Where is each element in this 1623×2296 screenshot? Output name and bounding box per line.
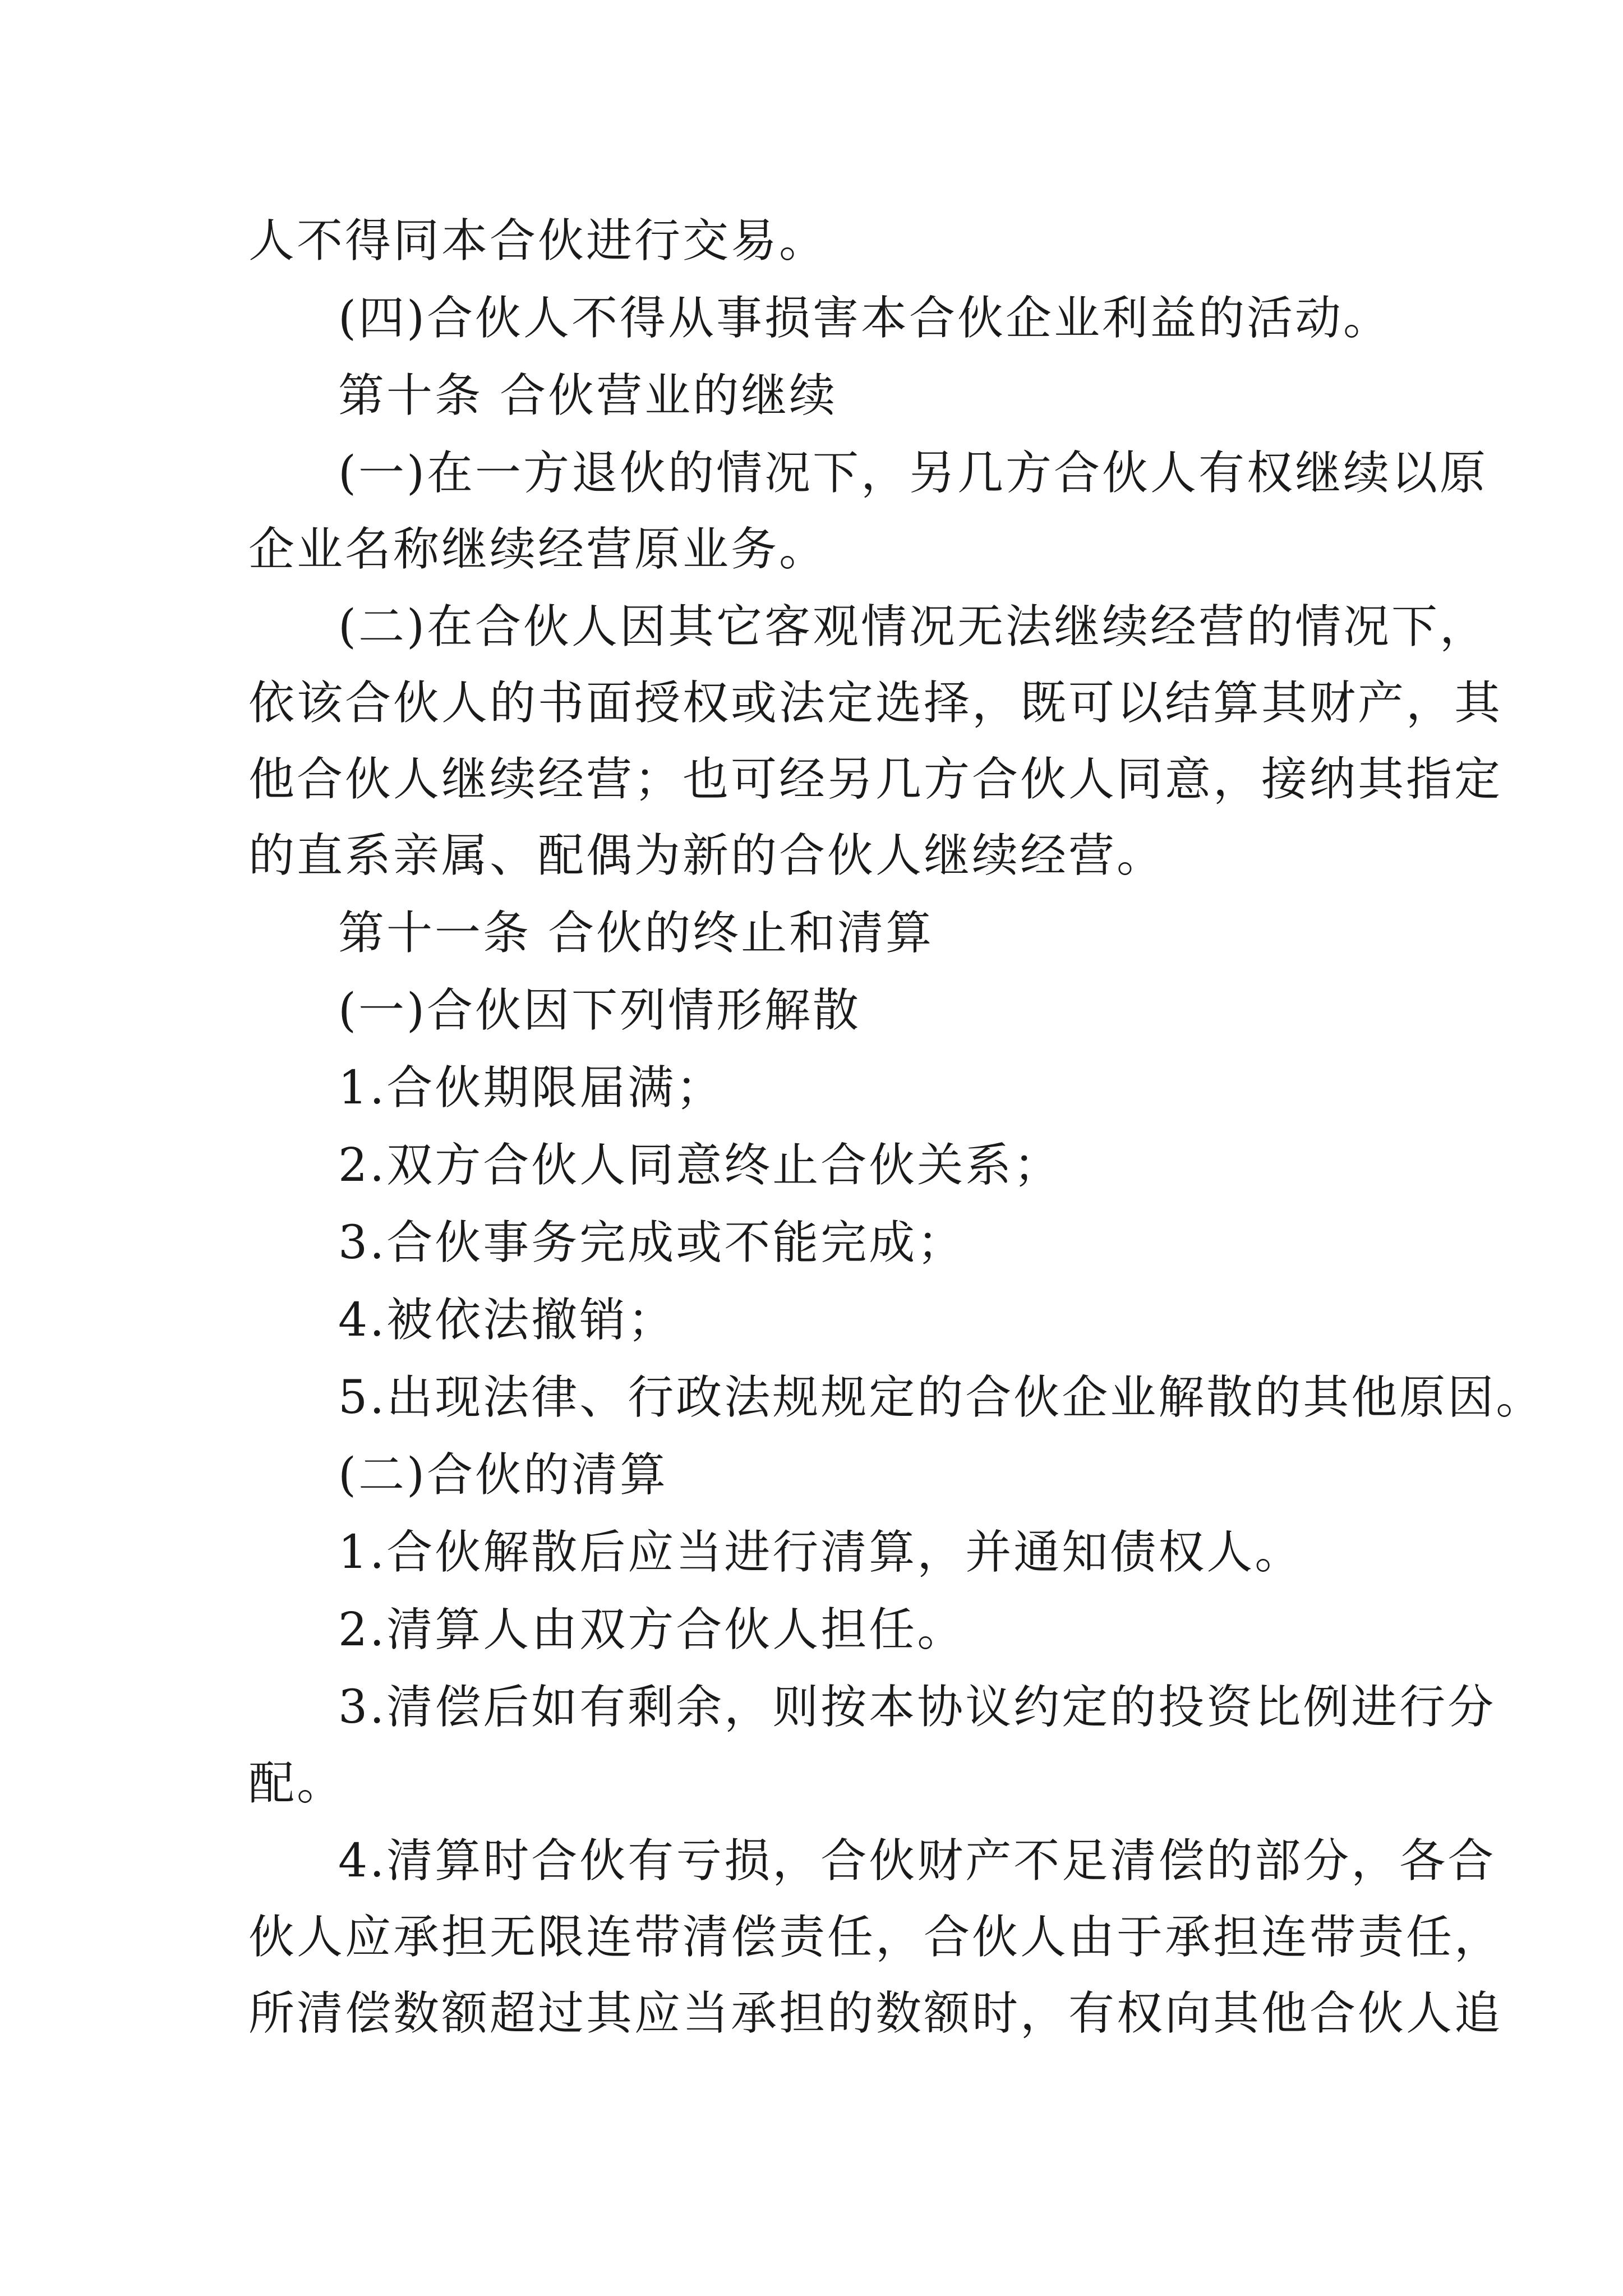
text-line: (四)合伙人不得从事损害本合伙企业利益的活动。	[338, 292, 1391, 345]
text-line: 人不得同本合伙进行交易。	[248, 214, 828, 268]
text-line: 他合伙人继续经营；也可经另几方合伙人同意，接纳其指定	[248, 753, 1503, 806]
text-line: (一)在一方退伙的情况下，另几方合伙人有权继续以原	[338, 447, 1488, 500]
list-item: 4.被依法撤销；	[338, 1294, 676, 1347]
section-heading: 第十条 合伙营业的继续	[338, 369, 838, 422]
text-line: 的直系亲属、配偶为新的合伙人继续经营。	[248, 829, 1165, 882]
list-item: 4.清算时合伙有亏损，合伙财产不足清偿的部分，各合	[338, 1834, 1496, 1888]
section-heading: 第十一条 合伙的终止和清算	[338, 907, 934, 960]
text-line: 企业名称继续经营原业务。	[248, 523, 828, 576]
text-line: (二)在合伙人因其它客观情况无法继续经营的情况下，	[338, 600, 1488, 654]
text-line: 所清偿数额超过其应当承担的数额时，有权向其他合伙人追	[248, 1987, 1503, 2040]
list-item: 5.出现法律、行政法规规定的合伙企业解散的其他原因。	[338, 1371, 1544, 1424]
list-item: 2.双方合伙人同意终止合伙关系；	[338, 1139, 1062, 1192]
list-item: 2.清算人由双方合伙人担任。	[338, 1603, 966, 1657]
list-item: 1.合伙解散后应当进行清算，并通知债权人。	[338, 1526, 1303, 1579]
text-line: 伙人应承担无限连带清偿责任，合伙人由于承担连带责任，	[248, 1911, 1503, 1964]
text-line: 配。	[248, 1757, 345, 1810]
text-line: (二)合伙的清算	[338, 1448, 668, 1502]
text-line: (一)合伙因下列情形解散	[338, 984, 861, 1037]
list-item: 3.清偿后如有剩余，则按本协议约定的投资比例进行分	[338, 1681, 1496, 1734]
list-item: 1.合伙期限届满；	[338, 1061, 725, 1115]
text-line: 依该合伙人的书面授权或法定选择，既可以结算其财产，其	[248, 677, 1503, 730]
list-item: 3.合伙事务完成或不能完成；	[338, 1216, 966, 1269]
